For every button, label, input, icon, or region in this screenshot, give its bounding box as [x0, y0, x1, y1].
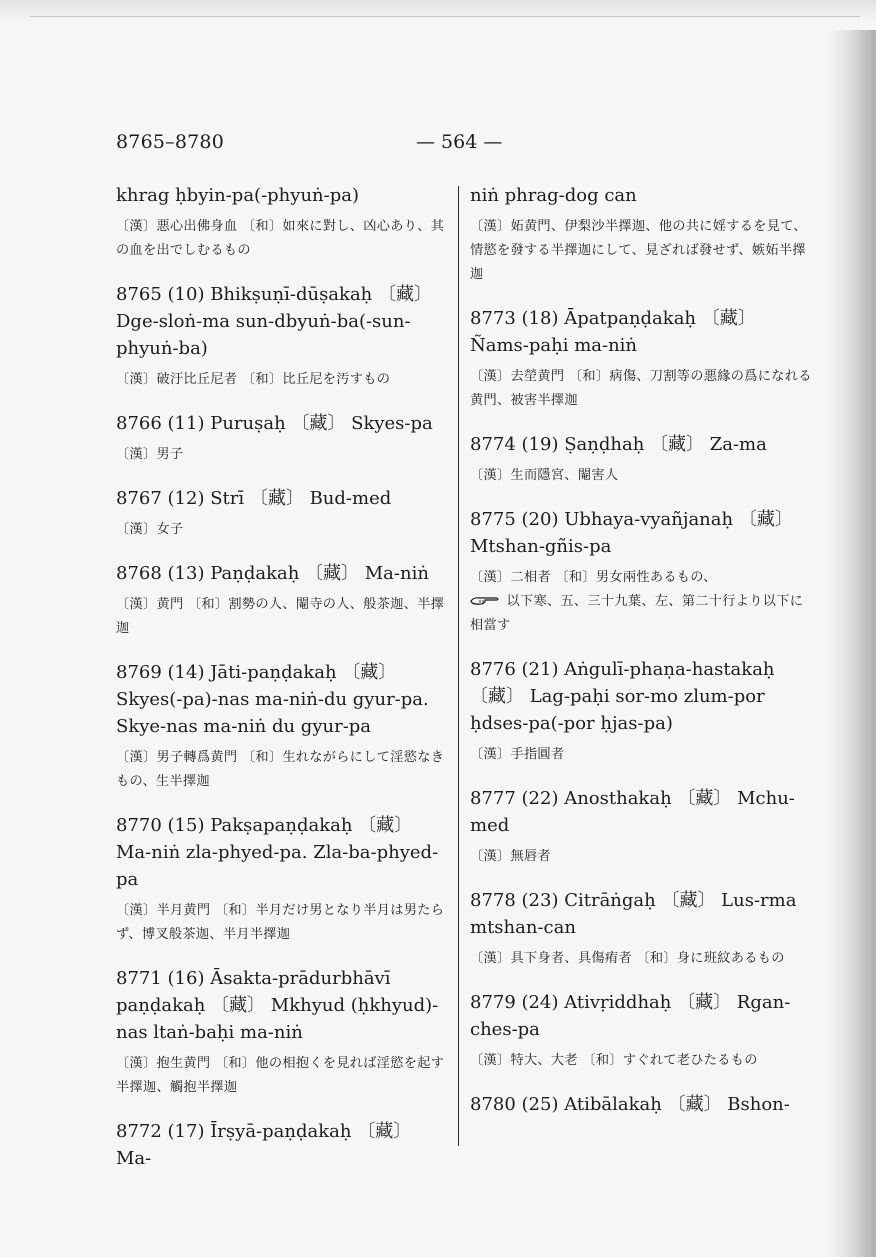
- top-rule: [30, 16, 860, 17]
- entry-8778: [470, 887, 815, 971]
- entry-headline: 8767 (12) Strī 〔藏〕 Bud-med: [116, 488, 392, 509]
- scan-shadow-top: [0, 0, 876, 22]
- entry-8770: [116, 812, 451, 947]
- entry-gloss: 〔漢〕女子: [116, 522, 184, 537]
- entry-8766: [116, 410, 451, 467]
- page-number: — 564 —: [416, 131, 503, 153]
- entry-8780: [470, 1091, 815, 1118]
- entry-headline: 8769 (14) Jāti-paṇḍakaḥ 〔藏〕 Skyes(-pa)-nas ma-niṅ-du gyur-pa. Skye-nas ma-niṅ du gyur-pa: [116, 662, 429, 737]
- entry-gloss: 〔漢〕抱生黄門 〔和〕他の相抱くを見れば淫慾を起す半擇迦、觸抱半擇迦: [116, 1056, 445, 1095]
- entry-headline: 8778 (23) Citrāṅgaḥ 〔藏〕 Lus-rma mtshan-can: [470, 890, 797, 938]
- continued-entry: [116, 182, 451, 263]
- entry-headline: 8771 (16) Āsakta-prādurbhāvī paṇḍakaḥ 〔藏〕 Mkhyud (ḥkhyud)-nas ltaṅ-baḥi ma-niṅ: [116, 968, 439, 1043]
- entry-gloss: 〔漢〕手指圓者: [470, 747, 565, 762]
- entry-gloss: 〔漢〕黄門 〔和〕割勢の人、閹寺の人、般茶迦、半擇迦: [116, 597, 445, 636]
- entry-headline: 8774 (19) Ṣaṇḍhaḥ 〔藏〕 Za-ma: [470, 434, 767, 455]
- entry-8765: [116, 281, 451, 392]
- entry-8771: [116, 965, 451, 1100]
- entry-range: 8765–8780: [116, 131, 225, 153]
- entry-gloss: 〔漢〕具下身者、具傷痏者 〔和〕身に班紋あるもの: [470, 951, 785, 966]
- entry-headline: khrag ḥbyin-pa(-phyuṅ-pa): [116, 185, 359, 206]
- entry-headline: 8779 (24) Ativṛiddhaḥ 〔藏〕 Rgan-ches-pa: [470, 992, 791, 1040]
- entry-gloss: 〔漢〕破汙比丘尼者 〔和〕比丘尼を汚すもの: [116, 372, 391, 387]
- column-divider: [458, 186, 459, 1146]
- entry-8767: [116, 485, 451, 542]
- entry-8776: [470, 656, 815, 767]
- entry-gloss-main: 〔漢〕二相者 〔和〕男女兩性あるもの、: [470, 570, 717, 585]
- entry-headline: 8780 (25) Atibālakaḥ 〔藏〕 Bshon-: [470, 1094, 790, 1115]
- entry-gloss: 〔漢〕半月黄門 〔和〕半月だけ男となり半月は男たらず、博叉般茶迦、半月半擇迦: [116, 903, 445, 942]
- entry-headline: 8765 (10) Bhikṣuṇī-dūṣakaḥ 〔藏〕 Dge-sloṅ-ma sun-dbyuṅ-ba(-sun-phyuṅ-ba): [116, 284, 432, 359]
- scan-shadow-right: [828, 30, 876, 1257]
- entry-headline: 8777 (22) Anosthakaḥ 〔藏〕 Mchu-med: [470, 788, 795, 836]
- left-column: [116, 182, 451, 1190]
- entry-headline: 8775 (20) Ubhaya-vyañjanaḥ 〔藏〕 Mtshan-gñis-pa: [470, 509, 793, 557]
- entry-8773: [470, 305, 815, 413]
- entry-headline: 8770 (15) Pakṣapaṇḍakaḥ 〔藏〕 Ma-niṅ zla-phyed-pa. Zla-ba-phyed-pa: [116, 815, 439, 890]
- entry-gloss: 〔漢〕妬黄門、伊梨沙半擇迦、他の共に婬するを見て、情慾を發する半擇迦にして、見ざれば發せず、嫉妬半擇迦: [470, 219, 807, 282]
- entry-gloss: [470, 566, 815, 638]
- entry-gloss: 〔漢〕無唇者: [470, 849, 551, 864]
- pointing-hand-icon: [470, 595, 500, 607]
- entry-headline: niṅ phrag-dog can: [470, 185, 637, 206]
- entry-gloss: 〔漢〕男子: [116, 447, 184, 462]
- entry-8769: [116, 659, 451, 794]
- entry-8774: [470, 431, 815, 488]
- entry-headline: 8768 (13) Paṇḍakaḥ 〔藏〕 Ma-niṅ: [116, 563, 429, 584]
- entry-8775: [470, 506, 815, 638]
- right-column: [470, 182, 815, 1136]
- entry-gloss: 〔漢〕去塋黄門 〔和〕病傷、刀割等の悪緣の爲になれる黄門、被害半擇迦: [470, 369, 812, 408]
- entry-gloss: 〔漢〕悪心出佛身血 〔和〕如來に對し、凶心あり、其の血を出でしむるもの: [116, 219, 445, 258]
- entry-headline: 8776 (21) Aṅgulī-phaṇa-hastakaḥ 〔藏〕 Lag-paḥi sor-mo zlum-por ḥdses-pa(-por ḥjas-pa): [470, 659, 775, 734]
- entry-gloss: 〔漢〕男子轉爲黄門 〔和〕生れながらにして淫慾なきもの、生半擇迦: [116, 750, 445, 789]
- entry-8768: [116, 560, 451, 641]
- entry-gloss-note: 以下寒、五、三十九葉、左、第二十行より以下に相當す: [470, 594, 804, 633]
- entry-gloss: 〔漢〕生而隱宮、閹害人: [470, 468, 619, 483]
- entry-8777: [470, 785, 815, 869]
- entry-headline: 8772 (17) Īrṣyā-paṇḍakaḥ 〔藏〕 Ma-: [116, 1121, 412, 1169]
- entry-8779: [470, 989, 815, 1073]
- entry-gloss: 〔漢〕特大、大老 〔和〕すぐれて老ひたるもの: [470, 1053, 758, 1068]
- continued-entry: [470, 182, 815, 287]
- entry-8772: [116, 1118, 451, 1172]
- entry-headline: 8766 (11) Puruṣaḥ 〔藏〕 Skyes-pa: [116, 413, 433, 434]
- entry-headline: 8773 (18) Āpatpaṇḍakaḥ 〔藏〕 Ñams-paḥi ma-niṅ: [470, 308, 756, 356]
